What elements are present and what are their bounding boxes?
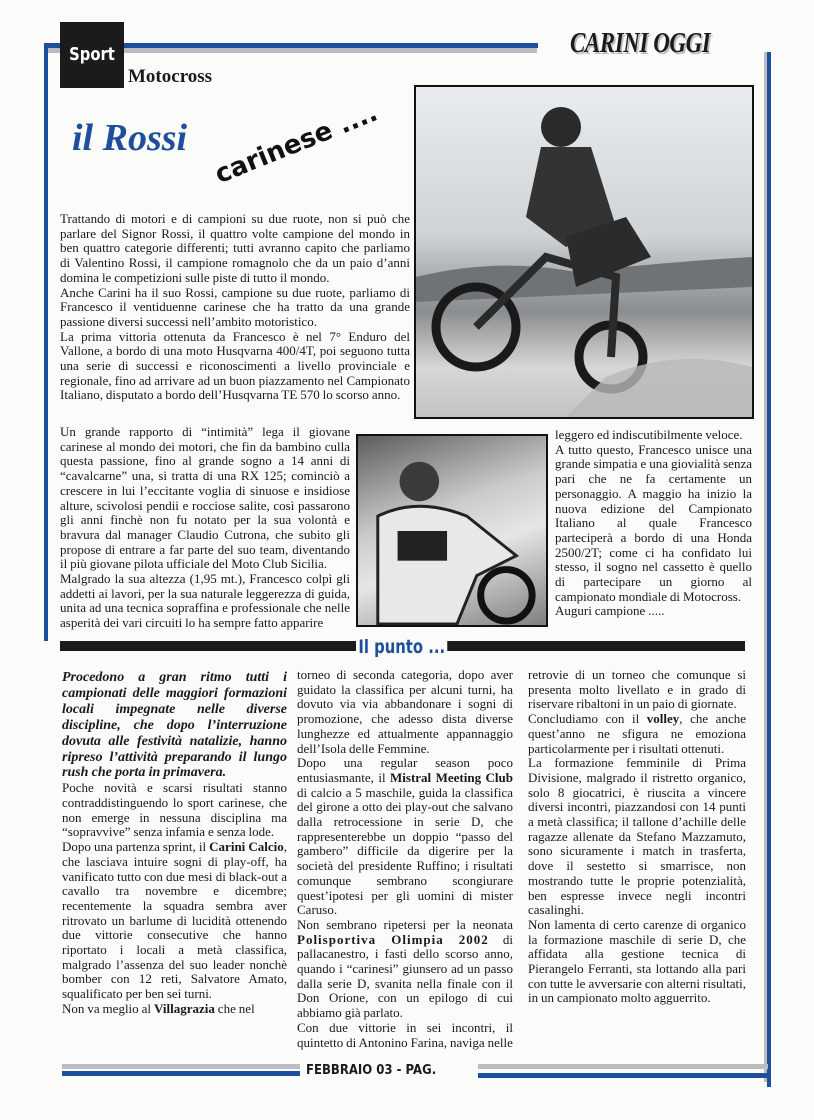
bottom-rule-left <box>62 1071 300 1076</box>
column-paragraph: Con due vittorie in sei incontri, il quintetto di Antonino Farina, naviga nelle <box>297 1019 513 1050</box>
text-run: , che lasciava intuire sogni di play-off, ha vanificato tutto con due mesi di black-out a cavallo tra novembre e dicembre; recentemente la squadra sembra aver ritrovato un barlume di lucidità ottenendo due vittorie consecutive che hanno riportato i locali a metà classifica, malgrado l’assenza del suo leader nonchè bomber con 12 reti, Salvatore Amato, squalificato per ben sei turni. <box>62 839 287 1002</box>
lead-paragraph: Procedono a gran ritmo tutti i campionati delle maggiori formazioni locali impegnate nelle diverse discipline, che dopo l’interruzione dovuta alle festività natalizie, hanno ripreso l’attività preparando il lungo rush che porta in primavera. <box>62 670 287 781</box>
intro-paragraph: La prima vittoria ottenuta da Francesco è nel 7° Enduro del Vallone, a bordo di una moto Husqvarna 400/4T, poi seguono tutta una serie di successi e riconoscimenti a livello provinciale e regionale, fino ad arrivare ad un buon piazzamento nel Campionato Italiano, disputato a bordo dell’Husqvarna TE 570 lo scorso anno. <box>60 328 410 403</box>
column-paragraph <box>62 840 287 1002</box>
intro-paragraph: Trattando di motori e di campioni su due ruote, non si può che parlare del Signor Rossi, il quattro volte campione del mondo in ben quattro categorie differenti; tutti avranno capito che parliamo di Valentino Rossi, il campione romagnolo che da un paio d’anni domina le competizioni sulle piste di tutto il mondo. <box>60 211 410 285</box>
text-run: Non sembrano ripetersi per la neonata <box>297 916 513 932</box>
text-run: di calcio a 5 maschile, guida la classifica del girone a otto dei play-out che salvano dalla retrocessione in serie D, che rappresenterebbe un doppio “passo del gambero” difficile da digerire per la società del presidente Ruffino; i risultati comunque sembrano scongiurare quest’ipotesi per gli uomini di mister Caruso. <box>297 784 513 918</box>
text-run: Dopo una partenza sprint, il <box>62 839 210 855</box>
portrait-silhouette-icon <box>358 436 546 625</box>
masthead-logo: CARINI OGGI <box>570 28 711 59</box>
article-intro <box>60 212 410 403</box>
column-paragraph <box>297 918 513 1021</box>
right-rule <box>767 52 771 1087</box>
column-paragraph <box>62 1002 287 1017</box>
team-name: Polisportiva Olimpia 2002 <box>297 931 489 947</box>
article-body-right <box>555 428 752 619</box>
article-title-script: il Rossi <box>72 117 188 159</box>
left-rule <box>44 43 48 641</box>
bottom-rule-right <box>478 1073 771 1078</box>
column-paragraph <box>297 756 513 918</box>
team-name: Mistral Meeting Club <box>390 769 513 785</box>
column-paragraph <box>528 712 746 756</box>
issue-footer: FEBBRAIO 03 - PAG. <box>306 1063 437 1078</box>
column-paragraph: Poche novità e scarsi risultati stanno contraddistinguendo lo sport carinese, che non emerge in nessuna disciplina ma “sopravvive” senza infamia e senza lode. <box>62 780 287 840</box>
body-paragraph: A tutto questo, Francesco unisce una grande simpatia e una giovialità senza pari che ne fa certamente un personaggio. A maggio ha inizio la nuova edizione del Campionato Italiano al quale Francesco parteciperà a bordo di una Honda 2500/2T; come ci ha confidato lui stesso, il sogno nel cassetto è quello di partecipare un giorno al campionato mondiale di Motocross. <box>555 441 752 604</box>
team-name: Villagrazia <box>153 1000 215 1016</box>
body-paragraph: leggero ed indiscutibilmente veloce. <box>555 427 743 442</box>
section-label: Sport <box>69 44 115 65</box>
column-paragraph: La formazione femminile di Prima Divisione, malgrado il ristretto organico, solo 8 giocatrici, è riuscita a vincere diversi incontri, piazzandosi con 14 punti a metà classifica; il tallone d’achille delle ragazze allenate da Stefano Mazzamuto, sono sicuramente i match in trasferta, dove il sestetto si smarrisce, non mostrando tutte le proprie potenzialità, ben espresse invece negli incontri casalinghi. <box>528 755 746 918</box>
text-run: Dopo una regular season poco entusiasmante, il <box>297 755 513 785</box>
article-body-left <box>60 425 350 631</box>
motocross-photo <box>414 85 754 419</box>
body-paragraph: Un grande rapporto di “intimità” lega il giovane carinese al mondo dei motori, che fin da bambino culla questa passione, fino al grande sogno a 14 anni di “cavalcarne” una, si tratta di una RX 125; cominciò a crescere in lui l’eccitante voglia di sinuose e insidiose alture, scivolosi pendii e rocciose salite, così passarono gli anni finchè non fu notato per la sua volontà e bravura dal manager Claudio Cutrona, che subito gli propose di entrare a far parte del suo team, diventando il più giovane pilota ufficiale del Moto Club Sicilia. <box>60 424 350 572</box>
punto-heading: Il punto ... <box>356 634 447 660</box>
column-paragraph: Non lamenta di certo carenze di organico la formazione maschile di serie D, che affidata alla gestione tecnica di Pierangelo Ferranti, sta lottando alla pari con tutte le avversarie con alterni risultati, in un campionato molto agguerrito. <box>528 916 746 1006</box>
intro-paragraph: Anche Carini ha il suo Rossi, campione su due ruote, parliamo di Francesco il ventiduenne carinese che ha tratto da una grande passione diversi successi nell’ambito motoristico. <box>60 284 410 329</box>
punto-column-2 <box>297 668 513 1050</box>
bottom-rule-grey-left <box>62 1064 300 1069</box>
text-run: , che anche quest’anno ne sfigura ne emoziona particolarmente per i risultati ottenuti. <box>528 711 746 756</box>
punto-column-1 <box>62 670 287 1017</box>
text-run: Non va meglio al <box>62 1000 154 1016</box>
team-name: volley <box>646 711 680 727</box>
article-title-slant: carinese .... <box>210 97 382 190</box>
bottom-rule-grey-right <box>478 1064 768 1069</box>
body-paragraph: Auguri campione ..... <box>555 603 665 619</box>
team-name: Carini Calcio <box>209 839 284 855</box>
text-run: di pallacanestro, i fasti dello scorso anno, quando i “carinesi” giunsero ad un passo dalla serie D, svanita nella finale con il Don Orione, con un epilogo di cui abbiamo già parlato. <box>297 931 513 1021</box>
column-paragraph: torneo di seconda categoria, dopo aver guidato la classifica per alcuni turni, ha dovuto via via abbandonare i sogni di promozione, che adesso dista diverse lunghezze ed attualmente appannaggio dell’Isola delle Femmine. <box>297 667 513 756</box>
body-paragraph: Malgrado la sua altezza (1,95 mt.), Francesco colpì gli addetti ai lavori, per la sua naturale leggerezza di guida, unita ad una tecnica sopraffina e professionale che nelle asperità dei vari circuiti lo ha sempre fatto apparire <box>60 571 350 631</box>
text-run: Concludiamo con il <box>528 711 647 727</box>
column-paragraph: retrovie di un torneo che comunque si presenta molto livellato e in grado di riservare ribaltoni in un paio di giornate. <box>528 667 746 712</box>
rider-portrait-photo <box>356 434 548 627</box>
text-run: che nel <box>214 1000 255 1016</box>
punto-column-3 <box>528 668 746 1006</box>
rider-silhouette-icon <box>416 87 752 417</box>
subsection-label: Motocross <box>128 66 213 87</box>
